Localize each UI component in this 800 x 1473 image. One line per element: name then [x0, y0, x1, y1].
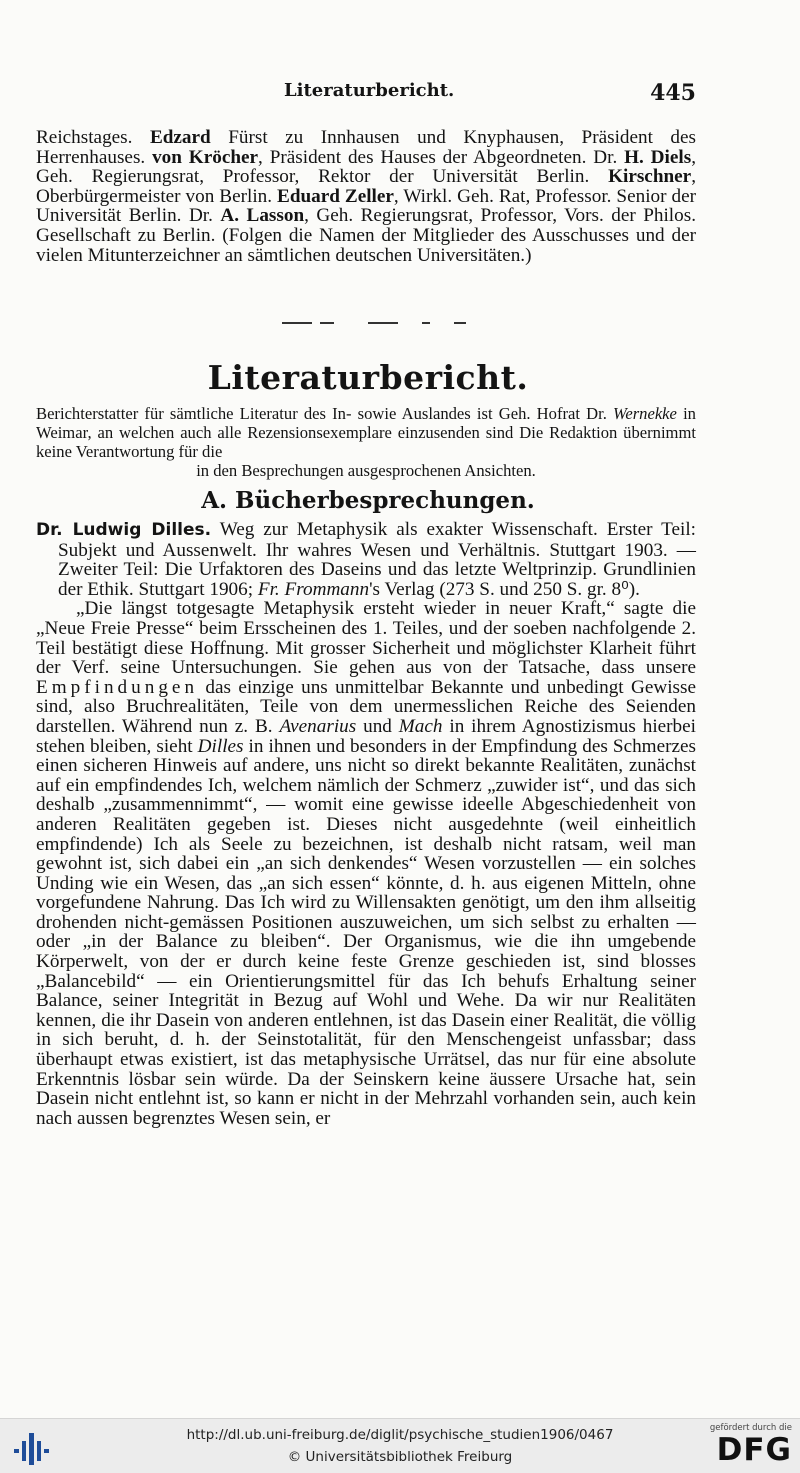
page-number: 445 — [650, 80, 696, 106]
footer-bar — [0, 1418, 800, 1473]
editor-note: Berichterstatter für sämtliche Literatur des In- sowie Auslandes ist Geh. Hofrat Dr. Wernekke in Weimar, an welchen auch alle Rezensionsexemplare einzusenden sind Die Redaktion übernimmt keine Verantwortung für die in den Besprechungen ausgesprochenen Ansichten. — [36, 404, 696, 480]
intro-text: Reichstages. Edzard Fürst zu Innhausen und Knyphausen, Präsident des Herrenhauses. von Kröcher, Präsident des Hauses der Abgeordneten. Dr. H. Diels, Geh. Regierungsrat, Professor, Rektor der Universität Berlin. Kirschner, Oberbürgermeister von Berlin. Eduard Zeller, Wirkl. Geh. Rat, Professor. Senior der Universität Berlin. Dr. A. Lasson, Geh. Regierungsrat, Professor, Vors. der Philos. Gesellschaft zu Berlin. (Folgen die Namen der Mitglieder des Ausschusses und der vielen Mitunterzeichner an sämtlichen deutschen Universitäten.) — [36, 127, 696, 266]
dfg-tagline: gefördert durch die — [709, 1423, 792, 1433]
running-title: Literaturbericht. — [284, 80, 455, 101]
review-author: Dr. Ludwig Dilles. — [36, 520, 212, 540]
section-title: Literaturbericht. — [207, 358, 529, 397]
review-citation: Dr. Ludwig Dilles. Weg zur Metaphysik als exakter Wissenschaft. Erster Teil: Subjekt und Aussenwelt. Ihr wahres Wesen und Verhältnis. Stuttgart 1903. — Zweiter Teil: Die Urfaktoren des Daseins und das letzte Weltprinzip. Grundlinien der Ethik. Stuttgart 1906; Fr. Frommann's Verlag (273 S. und 250 S. gr. 8⁰). — [36, 519, 697, 600]
subsection-title: A. Bücherbesprechungen. — [201, 487, 535, 514]
dfg-logo — [706, 1423, 792, 1471]
review-text: „Die längst totgesagte Metaphysik ersteht wieder in neuer Kraft,“ sagte die „Neue Freie Presse“ beim Ersscheinen des 1. Teiles, und der soeben nachfolgende 2. Teil bestätigt diese Hoffnung. Mit grosser Sicherheit und möglichster Klarheit führt der Verf. seine Untersuchungen. Sie gehen aus von der Tatsache, dass unsere Empfindungen das einzige uns unmittelbar Bekannte und unbedingt Gewisse sind, also Bruchrealitäten, Teile von dem unermesslichen Reiche des Seienden darstellen. Während nun z. B. Avenarius und Mach in ihrem Agnostizismus hierbei stehen bleiben, sieht Dilles in ihnen und besonders in der Empfindung des Schmerzes einen sicheren Hinweis auf andere, uns nicht so direkt bekannte Realitäten, zunächst auf ein empfindendes Ich, welchem nämlich der Schmerz „zuwider ist“, und das sich deshalb „zusammennimmt“, — womit eine gewisse ideelle Abgeschiedenheit von anderen Realitäten gegeben ist. Dieses nicht ausgedehnte (weil einheitlich empfindende) Ich als Seele zu bezeichnen, ist deshalb nicht ratsam, weil man gewohnt ist, sich dabei ein „an sich denkendes“ Wesen vorzustellen — ein solches Unding wie ein Wesen, das „an sich essen“ könnte, d. h. aus eigenen Mitteln, ohne vorgefundene Nahrung. Das Ich wird zu Willensakten genötigt, um den ihm allseitig drohenden nicht-gemässen Positionen auszuweichen, um sich selbst zu erhalten — oder „in der Balance zu bleiben“. Der Organismus, wie die ihn umgebende Körperwelt, von der er durch keine feste Grenze geschieden ist, sind blosses „Balancebild“ — ein Orientierungsmittel für das Ich behufs Erhaltung seiner Balance, seiner Integrität in Bezug auf Wohl und Wehe. Da wir nur Realitäten kennen, die ihr Dasein von anderen entlehnen, ist das Dasein einer Realität, die völlig in sich beruht, d. h. der Seinstotalität, für den Menschengeist unfassbar; dass überhaupt etwas existiert, ist das metaphysische Urrätsel, das nur für eine absolute Erkenntnis lösbar sein würde. Da der Seinskern keine äussere Ursache hat, sein Dasein nicht entlehnt ist, so kann er nicht in der Mehrzahl vorhanden sein, auch kein nach aussen begrenztes Wesen sein, er — [36, 598, 697, 1129]
separator-rule — [282, 322, 472, 326]
source-url-link[interactable]: http://dl.ub.uni-freiburg.de/diglit/psychische_studien1906/0467 — [186, 1427, 614, 1443]
dfg-wordmark: DFG — [716, 1432, 792, 1468]
running-head — [36, 80, 696, 108]
intro-paragraph — [36, 128, 696, 265]
copyright-text: © Universitätsbibliothek Freiburg — [287, 1449, 513, 1465]
review-block — [36, 520, 696, 1128]
